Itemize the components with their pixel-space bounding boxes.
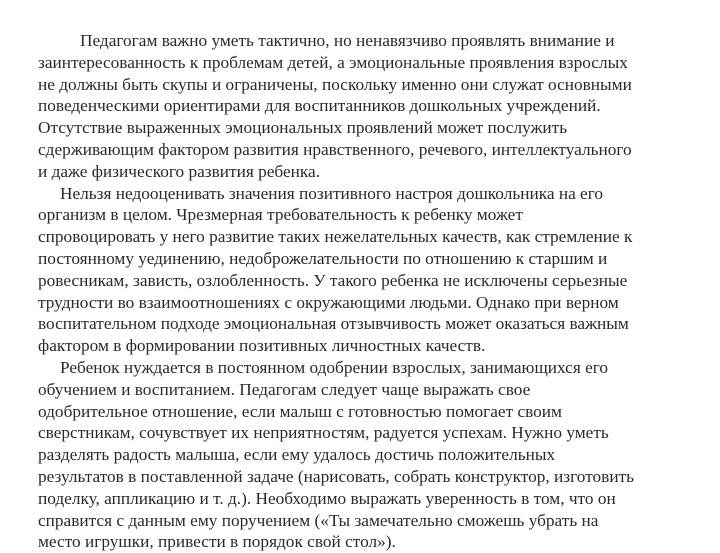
text-line: Нельзя недооценивать значения позитивного настроя дошкольника на его xyxy=(60,183,604,203)
text-line: поделку, аппликацию и т. д.). Необходимо выражать уверенность в том, что он xyxy=(38,488,616,508)
text-line: результатов в поставленной задаче (нарисовать, собрать конструктор, изготовить xyxy=(38,466,635,486)
text-line: ровесникам, зависть, озлобленность. У такого ребенка не исключены серьезные xyxy=(38,270,628,290)
text-line: сверстникам, сочувствует их неприятностям, радуется успехам. Нужно уметь xyxy=(38,423,609,443)
text-line: Педагогам важно уметь тактично, но ненавязчиво проявлять внимание и xyxy=(80,31,615,50)
text-line: справится с данным ему поручением («Ты замечательно сможешь убрать на xyxy=(38,510,599,530)
text-line: не должны быть скупы и ограничены, поскольку именно они служат основными xyxy=(38,74,632,94)
text-line: заинтересованность к проблемам детей, а эмоциональные проявления взрослых xyxy=(38,52,628,72)
text-line: обучением и воспитанием. Педагогам следует чаще выражать свое xyxy=(38,379,531,399)
document-body xyxy=(38,30,688,553)
text-line: и даже физического развития ребенка. xyxy=(38,161,321,181)
text-line: разделять радость малыша, если ему удалось достичь положительных xyxy=(38,445,556,465)
text-line: трудности во взаимоотношениях с окружающими людьми. Однако при верном xyxy=(38,292,619,312)
text-line: сдерживающим фактором развития нравственного, речевого, интеллектуального xyxy=(38,139,632,159)
text-line: воспитательном подходе эмоциональная отзывчивость может оказаться важным xyxy=(38,314,629,334)
text-line: организм в целом. Чрезмерная требовательность к ребенку может xyxy=(38,205,523,225)
text-line: место игрушки, привести в порядок свой стол»). xyxy=(38,532,396,552)
text-line: Отсутствие выраженных эмоциональных проявлений может послужить xyxy=(38,118,568,138)
paragraph-1 xyxy=(38,30,688,183)
text-line: постоянному уединению, недоброжелательности по отношению к старшим и xyxy=(38,248,608,268)
text-line: поведенческими ориентирами для воспитанников дошкольных учреждений. xyxy=(38,96,601,116)
paragraph-3 xyxy=(38,357,688,553)
text-line: фактором в формировании позитивных личностных качеств. xyxy=(38,336,486,356)
text-line: Ребенок нуждается в постоянном одобрении взрослых, занимающихся его xyxy=(60,357,609,377)
text-line: спровоцировать у него развитие таких нежелательных качеств, как стремление к xyxy=(38,227,633,247)
text-line: одобрительное отношение, если малыш с готовностью помогает своим xyxy=(38,401,562,421)
paragraph-2 xyxy=(38,183,688,357)
